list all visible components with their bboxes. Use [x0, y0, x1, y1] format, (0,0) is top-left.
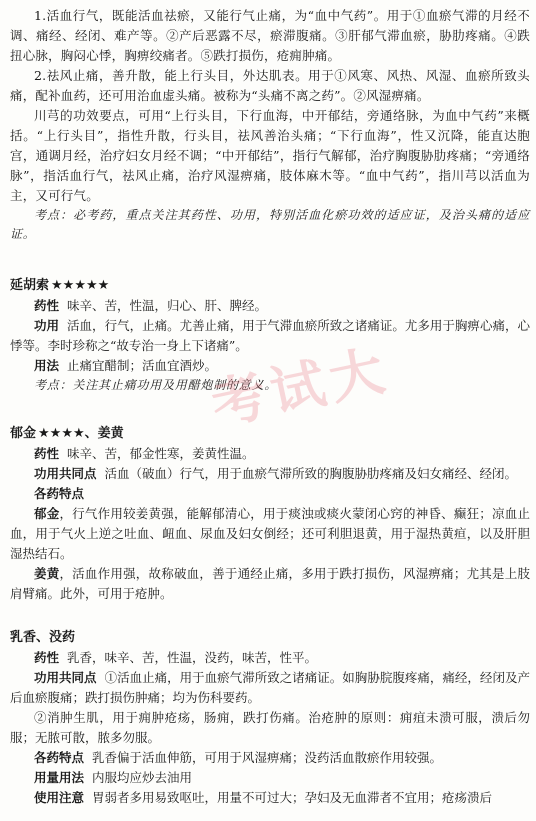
caution-text: 胃弱者多用易致呕吐，用量不可过大；孕妇及无血滞者不宜用；疮疡溃后: [92, 790, 493, 805]
feature-label: 各药特点: [34, 486, 85, 501]
caution-row: [10, 788, 530, 808]
importance-stars: ★★★★: [38, 426, 85, 441]
common-function-text: 活血（破血）行气，用于血瘀气滞所致的胸腹胁肋疼痛及妇女痛经、经闭。: [104, 466, 518, 481]
watermark-logo: 考试大: [206, 337, 396, 437]
herb-name-2: 、姜黄: [84, 426, 124, 441]
efficacy-paragraph-1: 1.活血行气，既能活血祛瘀，又能行气止痛，为“血中气药”。用于①血瘀气滞的月经不调、痛经、经闭、难产等。②产后恶露不尽，瘀滞腹痛。③肝郁气滞血瘀，胁肋疼痛。④跌扭心脉，胸闷心悸，胸痹绞痛者。⑤跌打损伤，疮痈肿痛。: [10, 8, 530, 63]
yanhusuo-section: [10, 276, 530, 395]
property-label: 药性: [34, 298, 60, 313]
usage-label: 用法: [34, 358, 60, 373]
chuanxiong-section: [10, 6, 530, 244]
function-row: [10, 316, 530, 356]
usage-text: 止痛宜醋制；活血宜酒炒。: [67, 358, 218, 373]
property-row: [10, 296, 530, 316]
feature-label: 各药特点: [34, 750, 85, 765]
caution-label: 使用注意: [34, 790, 85, 805]
common-function-row: [10, 668, 530, 708]
common-function-text-1: ①活血止痛，用于血瘀气滞所致之诸痛证。如胸胁脘腹疼痛，痛经，经闭及产后血瘀腹痛；跌打损伤肿痛；均为伤科要药。: [10, 670, 530, 705]
function-text: 活血，行气，止痛。尤善止痛，用于气滞血瘀所致之诸痛证。尤多用于胸痹心痛，心悸等。李时珍称之“故专治一身上下诸痛”。: [10, 318, 530, 353]
usage-row: [10, 768, 530, 788]
usage-text: 内服均应炒去油用: [92, 770, 193, 785]
property-text: 乳香，味辛、苦，性温，没药，味苦，性平。: [67, 650, 318, 665]
property-row: [10, 648, 530, 668]
jianghuang-label: 姜黄: [34, 566, 60, 581]
common-function-row-2: ②消肿生肌，用于痈肿疮疡，肠痈，跌打伤痛。治疮肿的原则：痈疽未溃可服，溃后勿服；无脓可散，脓多勿服。: [10, 710, 530, 745]
importance-stars: ★★★★★: [51, 278, 110, 293]
property-label: 药性: [34, 446, 60, 461]
usage-row: [10, 356, 530, 376]
yujin-feature-row: [10, 504, 530, 564]
herb-name: 郁金: [10, 426, 37, 441]
summary-paragraph: 川芎的功效要点，可用“上行头目，下行血海，中开郁结，旁通络脉，为血中气药”来概括。“上行头目”，指性升散，行头目，祛风善治头痛；“下行血海”，性又沉降，能直达胞宫，通调月经，治疗妇女月经不调；“中开郁结”，指行气解郁，治疗胸腹胁肋疼痛；“旁通络脉”，指活血行气，祛风止痛，治疗风湿痹痛，肢体麻木等。“血中气药”，指川芎以活血为主，又可行气。: [10, 108, 530, 203]
usage-label: 用量用法: [34, 770, 85, 785]
property-row: [10, 444, 530, 464]
section-title: [10, 424, 530, 444]
herb-name: 延胡索: [10, 278, 50, 293]
common-function-label: 功用共同点: [34, 466, 97, 481]
yujin-label: 郁金: [34, 506, 60, 521]
section-title: 乳香、没药: [10, 630, 76, 645]
common-function-row: [10, 464, 530, 484]
jianghuang-feature-row: [10, 564, 530, 604]
common-function-label: 功用共同点: [34, 670, 97, 685]
exam-note: 考点：必考药，重点关注其药性、功用，特别活血化瘀功效的适应证，及治头痛的适应证。: [10, 208, 530, 241]
function-label: 功用: [34, 318, 60, 333]
property-label: 药性: [34, 650, 60, 665]
feature-row: [10, 748, 530, 768]
yujin-jianghuang-section: [10, 424, 530, 604]
exam-note: 考点：关注其止痛功用及用醋炮制的意义。: [34, 378, 278, 392]
feature-text: 乳香偏于活血伸筋，可用于风湿痹痛；没药活血散瘀作用较强。: [92, 750, 443, 765]
ruxiang-moyao-section: [10, 628, 530, 808]
property-text: 味辛、苦，性温，归心、肝、脾经。: [67, 298, 268, 313]
efficacy-paragraph-2: 2.祛风止痛，善升散，能上行头目，外达肌表。用于①风寒、风热、风湿、血瘀所致头痛，配补血药，还可用治血虚头痛。被称为“头痛不离之药”。②风湿痹痛。: [10, 68, 530, 103]
section-title: [10, 276, 530, 296]
jianghuang-text: ，活血作用强，故称破血，善于通经止痛，多用于跌打损伤，风湿痹痛；尤其是上肢肩臂痛。此外，可用于疮肿。: [10, 566, 530, 601]
yujin-text: ，行气作用较姜黄强，能解郁清心，用于痰浊或痰火蒙闭心窍的神昏、癫狂；凉血止血，用于气火上逆之吐血、衄血、尿血及妇女倒经；还可利胆退黄，用于湿热黄疸，以及肝胆湿热结石。: [10, 506, 530, 561]
property-text: 味辛、苦，郁金性寒，姜黄性温。: [67, 446, 255, 461]
